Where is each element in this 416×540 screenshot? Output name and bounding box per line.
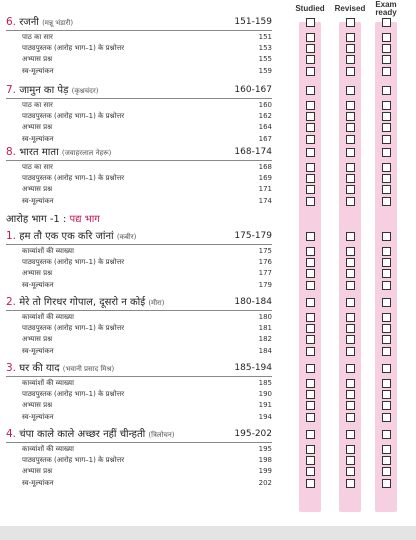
list-item (22, 334, 272, 345)
revised-checkbox[interactable] (346, 67, 355, 76)
chapter-title-rule (6, 310, 272, 311)
item-label: काव्यांशों की व्याख्या (22, 313, 74, 321)
item-page-number: 202 (258, 478, 272, 487)
exam-ready-checkbox[interactable] (382, 33, 391, 42)
item-page-number: 175 (258, 247, 272, 255)
section-heading-prefix: आरोह भाग -1 : (6, 214, 67, 225)
chapter-name: हम तौ एक एक करि जांनां (19, 231, 114, 242)
revised-checkbox[interactable] (346, 135, 355, 144)
studied-checkbox[interactable] (306, 467, 315, 476)
chapter-page-range: 175-179 (234, 231, 272, 241)
list-item (22, 134, 272, 145)
exam-ready-checkbox[interactable] (382, 269, 391, 278)
list-item (22, 444, 272, 455)
list-item (22, 122, 272, 133)
item-page-number: 191 (258, 401, 272, 410)
chapter-title (6, 360, 272, 376)
list-item (22, 162, 272, 173)
item-label: काव्यांशों की व्याख्या (22, 445, 74, 453)
list-item (22, 257, 272, 268)
revised-checkbox[interactable] (346, 430, 355, 439)
studied-checkbox[interactable] (306, 347, 315, 356)
revised-checkbox[interactable] (346, 364, 355, 373)
exam-ready-checkbox[interactable] (382, 101, 391, 110)
list-item (22, 173, 272, 184)
item-label: पाठ्यपुस्तक (आरोह भाग–1) के प्रश्नोत्तर (22, 174, 125, 183)
studied-checkbox[interactable] (306, 123, 315, 132)
item-page-number: 185 (258, 379, 272, 387)
item-label: पाठ्यपुस्तक (आरोह भाग–1) के प्रश्नोत्तर (22, 324, 125, 333)
chapter-author: (त्रिलोचन) (148, 431, 175, 439)
item-label: अभ्यास प्रश्न (22, 123, 53, 132)
studied-checkbox[interactable] (306, 197, 315, 206)
exam-ready-checkbox[interactable] (382, 67, 391, 76)
exam-ready-checkbox[interactable] (382, 390, 391, 399)
chapter-name: घर की याद (19, 363, 60, 374)
revised-checkbox[interactable] (346, 347, 355, 356)
item-label: अभ्यास प्रश्न (22, 467, 53, 476)
chapter-page-range: 185-194 (234, 363, 272, 373)
revised-checkbox[interactable] (346, 112, 355, 121)
item-label: स्व-मूल्यांकन (22, 66, 54, 75)
item-label: पाठ्यपुस्तक (आरोह भाग–1) के प्रश्नोत्तर (22, 456, 125, 465)
item-label: स्व-मूल्यांकन (22, 412, 54, 421)
chapter-name: जामुन का पेड़ (19, 85, 69, 96)
item-page-number: 168 (258, 163, 272, 171)
revised-checkbox[interactable] (346, 390, 355, 399)
exam-ready-checkbox[interactable] (382, 281, 391, 290)
list-item (22, 455, 272, 466)
revised-checkbox[interactable] (346, 174, 355, 183)
exam-ready-checkbox[interactable] (382, 86, 391, 95)
studied-column-header: Studied (295, 4, 325, 13)
chapter-page-range: 160-167 (234, 85, 272, 95)
revised-checkbox[interactable] (346, 269, 355, 278)
item-page-number: 155 (258, 55, 272, 64)
exam-ready-checkbox[interactable] (382, 174, 391, 183)
item-page-number: 199 (258, 467, 272, 476)
chapter-number: 1. (6, 230, 17, 242)
exam-ready-checkbox[interactable] (382, 163, 391, 172)
item-page-number: 160 (258, 101, 272, 109)
exam-ready-checkbox[interactable] (382, 324, 391, 333)
list-item (22, 111, 272, 122)
exam-ready-checkbox[interactable] (382, 135, 391, 144)
item-label: स्व-मूल्यांकन (22, 134, 54, 143)
chapter-author: (जवाहरलाल नेहरू) (61, 149, 112, 157)
revised-checkbox[interactable] (346, 185, 355, 194)
revised-checkbox[interactable] (346, 298, 355, 307)
exam-ready-checkbox[interactable] (382, 112, 391, 121)
studied-checkbox[interactable] (306, 33, 315, 42)
list-item (22, 184, 272, 195)
chapter-title (6, 14, 272, 30)
revised-checkbox[interactable] (346, 313, 355, 322)
studied-checkbox[interactable] (306, 313, 315, 322)
studied-checkbox[interactable] (306, 18, 315, 27)
item-page-number: 177 (258, 269, 272, 278)
exam-ready-checkbox[interactable] (382, 18, 391, 27)
list-item (22, 100, 272, 111)
revised-checkbox[interactable] (346, 456, 355, 465)
item-page-number: 182 (258, 335, 272, 344)
list-item (22, 280, 272, 291)
studied-checkbox[interactable] (306, 364, 315, 373)
revised-checkbox[interactable] (346, 445, 355, 454)
exam-ready-checkbox[interactable] (382, 430, 391, 439)
item-page-number: 162 (258, 112, 272, 121)
exam-ready-checkbox[interactable] (382, 148, 391, 157)
studied-checkbox[interactable] (306, 86, 315, 95)
list-item (22, 246, 272, 257)
chapter-author: (मन्नू भंडारी) (42, 19, 74, 27)
studied-checkbox[interactable] (306, 101, 315, 110)
section-heading-accent: पद्य भाग (69, 214, 100, 225)
item-page-number: 190 (258, 390, 272, 399)
revised-column-header: Revised (334, 4, 366, 13)
item-label: पाठ्यपुस्तक (आरोह भाग–1) के प्रश्नोत्तर (22, 390, 125, 399)
item-page-number: 151 (258, 33, 272, 41)
studied-checkbox[interactable] (306, 479, 315, 488)
studied-checkbox[interactable] (306, 413, 315, 422)
item-label: पाठ का सार (22, 33, 53, 41)
exam-ready-checkbox[interactable] (382, 379, 391, 388)
item-page-number: 169 (258, 174, 272, 183)
chapter-number: 2. (6, 296, 17, 308)
exam-ready-checkbox[interactable] (382, 456, 391, 465)
item-page-number: 179 (258, 280, 272, 289)
studied-checkbox[interactable] (306, 456, 315, 465)
item-label: अभ्यास प्रश्न (22, 401, 53, 410)
revised-checkbox[interactable] (346, 467, 355, 476)
item-label: पाठ का सार (22, 101, 53, 109)
list-item (22, 268, 272, 279)
chapter-page-range: 195-202 (234, 429, 272, 439)
chapter-title (6, 294, 272, 310)
item-page-number: 194 (258, 412, 272, 421)
chapter-number: 3. (6, 362, 17, 374)
chapter-name: चंपा काले काले अच्छर नहीं चीन्हती (19, 429, 146, 440)
revised-checkbox[interactable] (346, 413, 355, 422)
chapter-title-rule (6, 98, 272, 99)
revised-checkbox[interactable] (346, 281, 355, 290)
item-label: अभ्यास प्रश्न (22, 335, 53, 344)
exam-ready-checkbox[interactable] (382, 232, 391, 241)
revised-checkbox[interactable] (346, 479, 355, 488)
chapter-number: 7. (6, 84, 17, 96)
studied-checkbox[interactable] (306, 112, 315, 121)
list-item (22, 54, 272, 65)
item-page-number: 164 (258, 123, 272, 132)
chapter-title-rule (6, 30, 272, 31)
exam-ready-checkbox[interactable] (382, 258, 391, 267)
exam-ready-checkbox[interactable] (382, 347, 391, 356)
chapter-number: 8. (6, 146, 17, 158)
exam-ready-checkbox[interactable] (382, 298, 391, 307)
chapter-title-rule (6, 244, 272, 245)
item-page-number: 159 (258, 66, 272, 75)
chapter-title (6, 426, 272, 442)
item-page-number: 195 (258, 445, 272, 453)
list-item (22, 389, 272, 400)
studied-checkbox[interactable] (306, 430, 315, 439)
chapter-author: (कबीर) (116, 233, 137, 241)
revised-checkbox[interactable] (346, 86, 355, 95)
chapter-author: (भवानी प्रसाद मिश्र) (62, 365, 115, 373)
studied-checkbox[interactable] (306, 44, 315, 53)
chapter-title (6, 82, 272, 98)
list-item (22, 66, 272, 77)
studied-checkbox[interactable] (306, 67, 315, 76)
item-page-number: 198 (258, 456, 272, 465)
item-label: अभ्यास प्रश्न (22, 185, 53, 194)
chapter-number: 4. (6, 428, 17, 440)
chapter-number: 6. (6, 16, 17, 28)
exam-ready-column-header: Exam ready (375, 0, 397, 17)
revised-checkbox[interactable] (346, 148, 355, 157)
list-item (22, 378, 272, 389)
list-item (22, 323, 272, 334)
item-label: पाठ्यपुस्तक (आरोह भाग–1) के प्रश्नोत्तर (22, 112, 125, 121)
studied-checkbox[interactable] (306, 379, 315, 388)
exam-ready-checkbox[interactable] (382, 247, 391, 256)
item-page-number: 184 (258, 346, 272, 355)
item-page-number: 180 (258, 313, 272, 321)
exam-ready-checkbox[interactable] (382, 185, 391, 194)
revised-checkbox[interactable] (346, 232, 355, 241)
studied-checkbox[interactable] (306, 335, 315, 344)
chapter-name: मेरे तो गिरधर गोपाल, दूसरो न कोई (19, 297, 146, 308)
exam-ready-checkbox[interactable] (382, 197, 391, 206)
chapter-title-rule (6, 376, 272, 377)
studied-checkbox[interactable] (306, 445, 315, 454)
revised-checkbox[interactable] (346, 163, 355, 172)
item-label: पाठ्यपुस्तक (आरोह भाग–1) के प्रश्नोत्तर (22, 258, 125, 267)
revised-checkbox[interactable] (346, 101, 355, 110)
exam-ready-checkbox[interactable] (382, 413, 391, 422)
chapter-page-range: 151-159 (234, 17, 272, 27)
chapter-title (6, 144, 272, 160)
item-page-number: 181 (258, 324, 272, 333)
list-item (22, 32, 272, 43)
item-label: अभ्यास प्रश्न (22, 55, 53, 64)
item-label: पाठ्यपुस्तक (आरोह भाग–1) के प्रश्नोत्तर (22, 44, 125, 53)
list-item (22, 478, 272, 489)
list-item (22, 400, 272, 411)
revised-checkbox[interactable] (346, 197, 355, 206)
chapter-title (6, 228, 272, 244)
chapter-title-rule (6, 442, 272, 443)
revised-checkbox[interactable] (346, 123, 355, 132)
exam-ready-checkbox[interactable] (382, 467, 391, 476)
list-item (22, 412, 272, 423)
chapter-author: (कृश्नचंदर) (71, 87, 99, 95)
studied-checkbox[interactable] (306, 55, 315, 64)
item-label: स्व-मूल्यांकन (22, 196, 54, 205)
item-label: स्व-मूल्यांकन (22, 280, 54, 289)
revised-checkbox[interactable] (346, 379, 355, 388)
revised-checkbox[interactable] (346, 55, 355, 64)
exam-ready-checkbox[interactable] (382, 364, 391, 373)
studied-checkbox[interactable] (306, 324, 315, 333)
item-label: स्व-मूल्यांकन (22, 478, 54, 487)
chapter-page-range: 168-174 (234, 147, 272, 157)
revised-checkbox[interactable] (346, 18, 355, 27)
revised-checkbox[interactable] (346, 247, 355, 256)
studied-checkbox[interactable] (306, 185, 315, 194)
exam-ready-checkbox[interactable] (382, 479, 391, 488)
footer-bar (0, 526, 416, 540)
exam-ready-checkbox[interactable] (382, 44, 391, 53)
chapter-title-rule (6, 160, 272, 161)
section-heading (6, 212, 100, 228)
revised-checkbox[interactable] (346, 44, 355, 53)
item-label: काव्यांशों की व्याख्या (22, 247, 74, 255)
exam-ready-checkbox[interactable] (382, 123, 391, 132)
list-item (22, 196, 272, 207)
item-label: अभ्यास प्रश्न (22, 269, 53, 278)
studied-checkbox[interactable] (306, 258, 315, 267)
studied-checkbox[interactable] (306, 390, 315, 399)
revised-checkbox[interactable] (346, 258, 355, 267)
chapter-name: रजनी (19, 17, 39, 28)
item-label: स्व-मूल्यांकन (22, 346, 54, 355)
list-item (22, 346, 272, 357)
item-label: पाठ का सार (22, 163, 53, 171)
chapter-page-range: 180-184 (234, 297, 272, 307)
studied-checkbox[interactable] (306, 401, 315, 410)
studied-checkbox[interactable] (306, 232, 315, 241)
list-item (22, 43, 272, 54)
studied-checkbox[interactable] (306, 163, 315, 172)
revised-checkbox[interactable] (346, 401, 355, 410)
chapter-name: भारत माता (19, 147, 59, 158)
item-page-number: 171 (258, 185, 272, 194)
revised-checkbox[interactable] (346, 335, 355, 344)
revised-checkbox[interactable] (346, 324, 355, 333)
studied-checkbox[interactable] (306, 269, 315, 278)
item-page-number: 174 (258, 196, 272, 205)
studied-checkbox[interactable] (306, 281, 315, 290)
studied-checkbox[interactable] (306, 148, 315, 157)
chapter-author: (मीरा) (148, 299, 165, 307)
exam-ready-checkbox[interactable] (382, 445, 391, 454)
item-page-number: 153 (258, 44, 272, 53)
list-item (22, 466, 272, 477)
studied-checkbox[interactable] (306, 298, 315, 307)
exam-ready-checkbox[interactable] (382, 401, 391, 410)
item-label: काव्यांशों की व्याख्या (22, 379, 74, 387)
studied-checkbox[interactable] (306, 247, 315, 256)
item-page-number: 167 (258, 134, 272, 143)
exam-ready-checkbox[interactable] (382, 55, 391, 64)
studied-checkbox[interactable] (306, 135, 315, 144)
studied-checkbox[interactable] (306, 174, 315, 183)
list-item (22, 312, 272, 323)
item-page-number: 176 (258, 258, 272, 267)
exam-ready-checkbox[interactable] (382, 335, 391, 344)
exam-ready-checkbox[interactable] (382, 313, 391, 322)
revised-checkbox[interactable] (346, 33, 355, 42)
